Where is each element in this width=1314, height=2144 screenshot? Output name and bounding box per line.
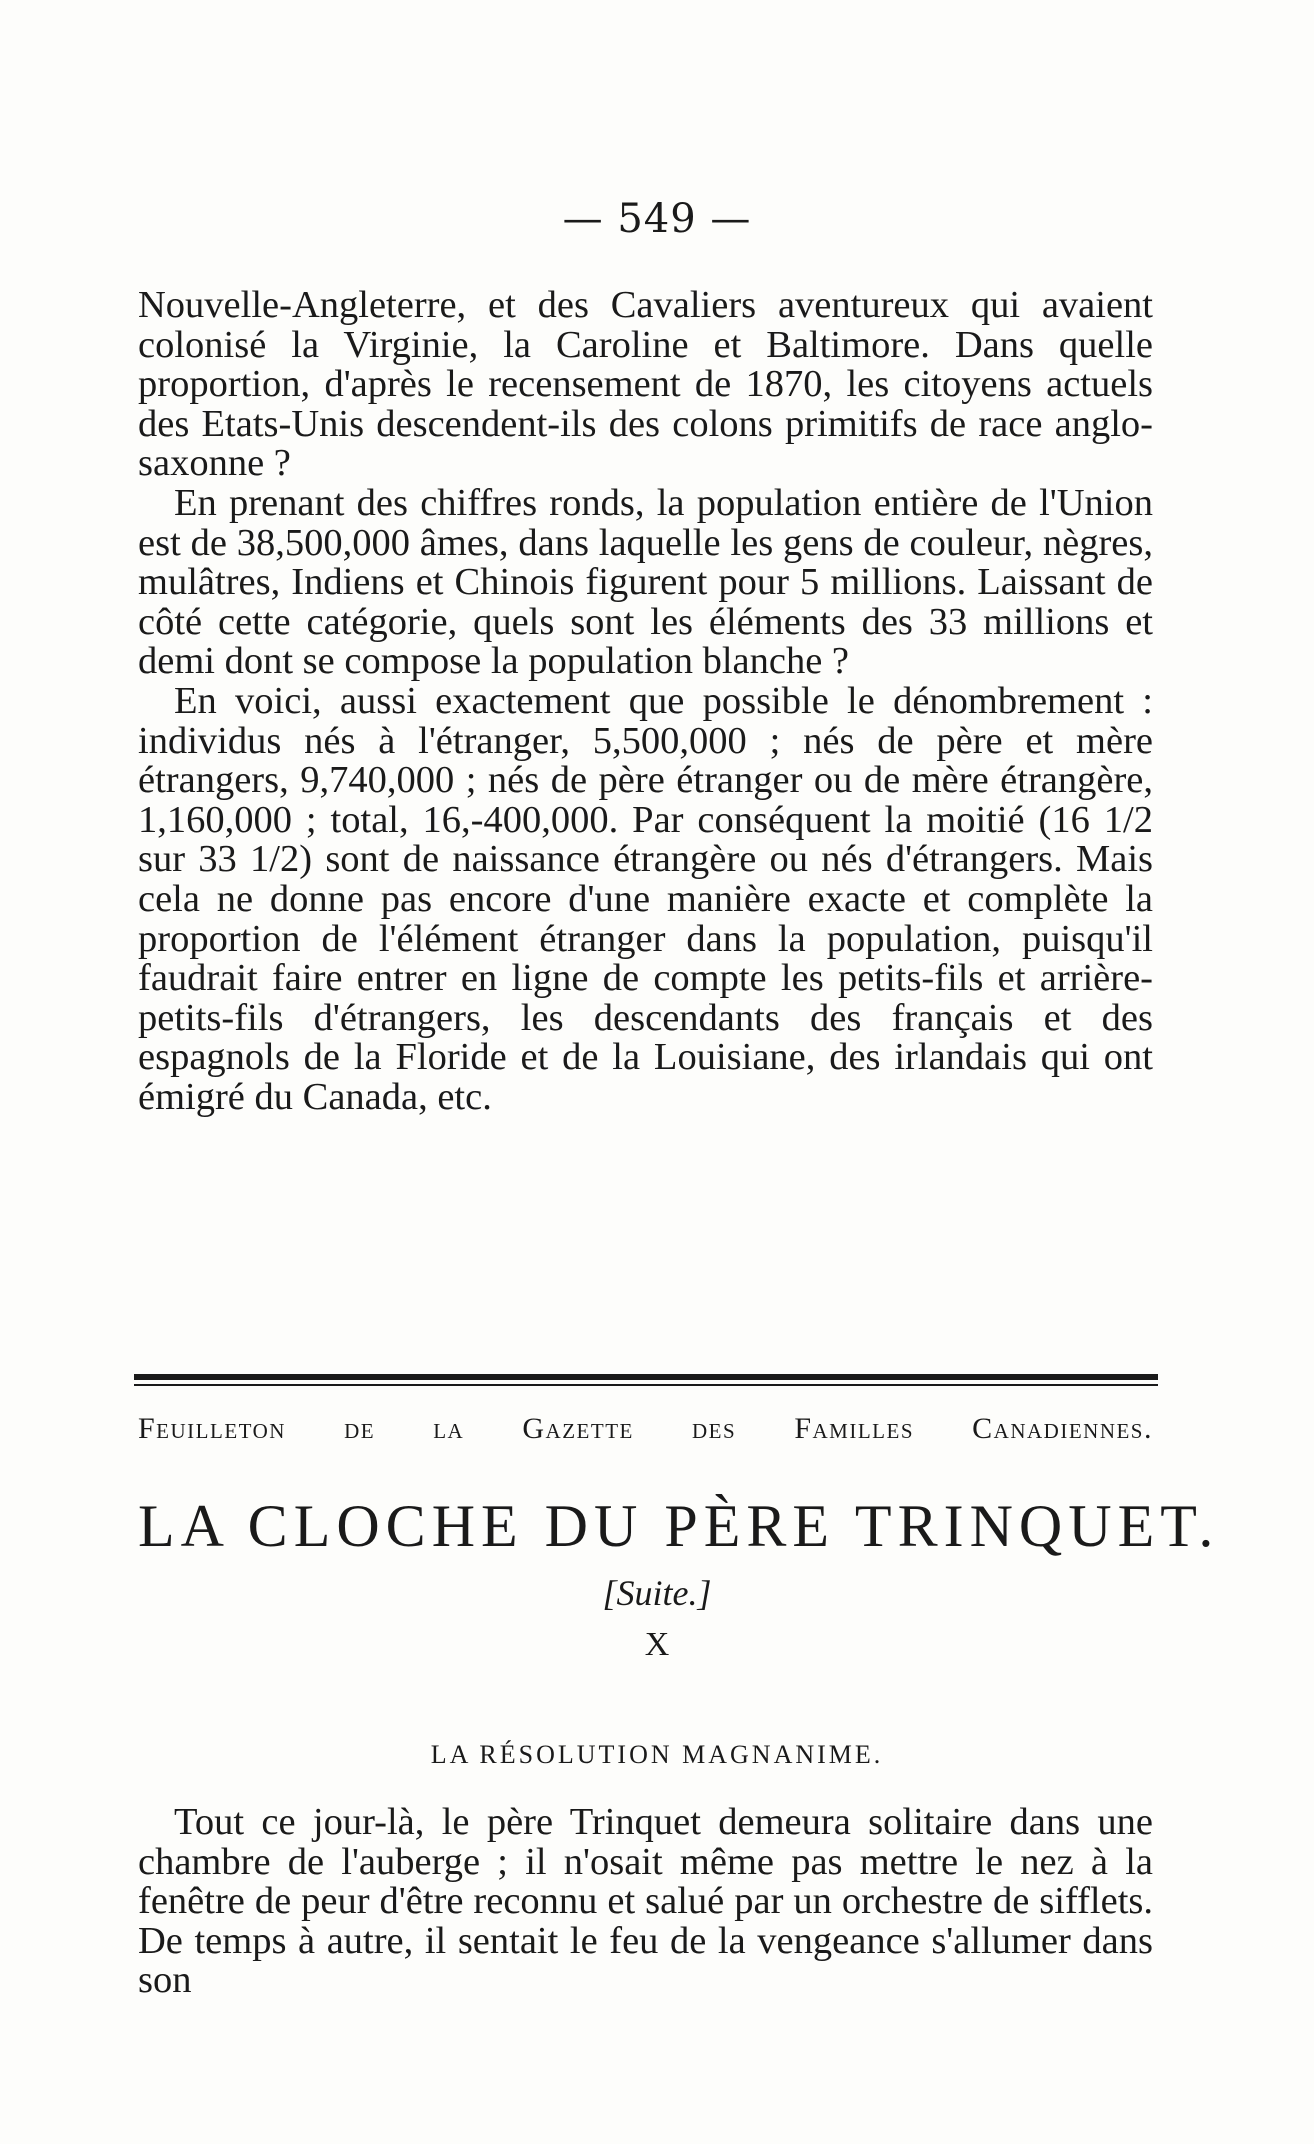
feuilleton-text [138,1803,1153,2001]
article-paragraph: En voici, aussi exactement que possible le dénombrement : individus nés à l'étranger, 5,500,000 ; nés de père et mère étrangers, 9,740,000 ; nés de père étranger ou de mère étrangère, 1,160,000 ; total, 16,-400,000. Par conséquent la moitié (16 1/2 sur 33 1/2) sont de naissance étrangère ou nés d'étrangers. Mais cela ne donne pas encore d'une manière exacte et complète la proportion de l'élément étranger dans la population, puisqu'il faudrait faire entrer en ligne de compte les petits-fils et arrière-petits-fils d'étrangers, les descendants des français et des espagnols de la Floride et de la Louisiane, des irlandais qui ont émigré du Canada, etc. [138,679,1153,1118]
section-divider-thick [134,1374,1158,1380]
suite-label: [Suite.] [602,1573,712,1613]
page-number: — 549 — [562,196,752,242]
story-title: LA CLOCHE DU PÈRE TRINQUET. [138,1493,1220,1559]
article-paragraph: Nouvelle-Angleterre, et des Cavaliers aventureux qui avaient colonisé la Virginie, la Caroline et Baltimore. Dans quelle proportion, d'après le recensement de 1870, les citoyens actuels des Etats-Unis descendent-ils des colons primitifs de race anglo-saxonne ? [138,284,1153,485]
section-divider-thin [134,1384,1158,1386]
feuilleton-header: Feuilleton de la Gazette des Familles Canadiennes. [138,1412,1153,1445]
chapter-title: LA RÉSOLUTION MAGNANIME. [430,1740,884,1769]
chapter-number: X [644,1626,670,1663]
feuilleton-paragraph: Tout ce jour-là, le père Trinquet demeura solitaire dans une chambre de l'auberge ; il n'osait même pas mettre le nez à la fenêtre de peur d'être reconnu et salué par un orchestre de sifflets. De temps à autre, il sentait le feu de la vengeance s'allumer dans son [138,1801,1153,2002]
article-text [138,286,1153,1117]
article-paragraph: En prenant des chiffres ronds, la population entière de l'Union est de 38,500,000 âmes, dans laquelle les gens de couleur, nègres, mulâtres, Indiens et Chinois figurent pour 5 millions. Laissant de côté cette catégorie, quels sont les éléments des 33 millions et demi dont se compose la population blanche ? [138,481,1153,683]
